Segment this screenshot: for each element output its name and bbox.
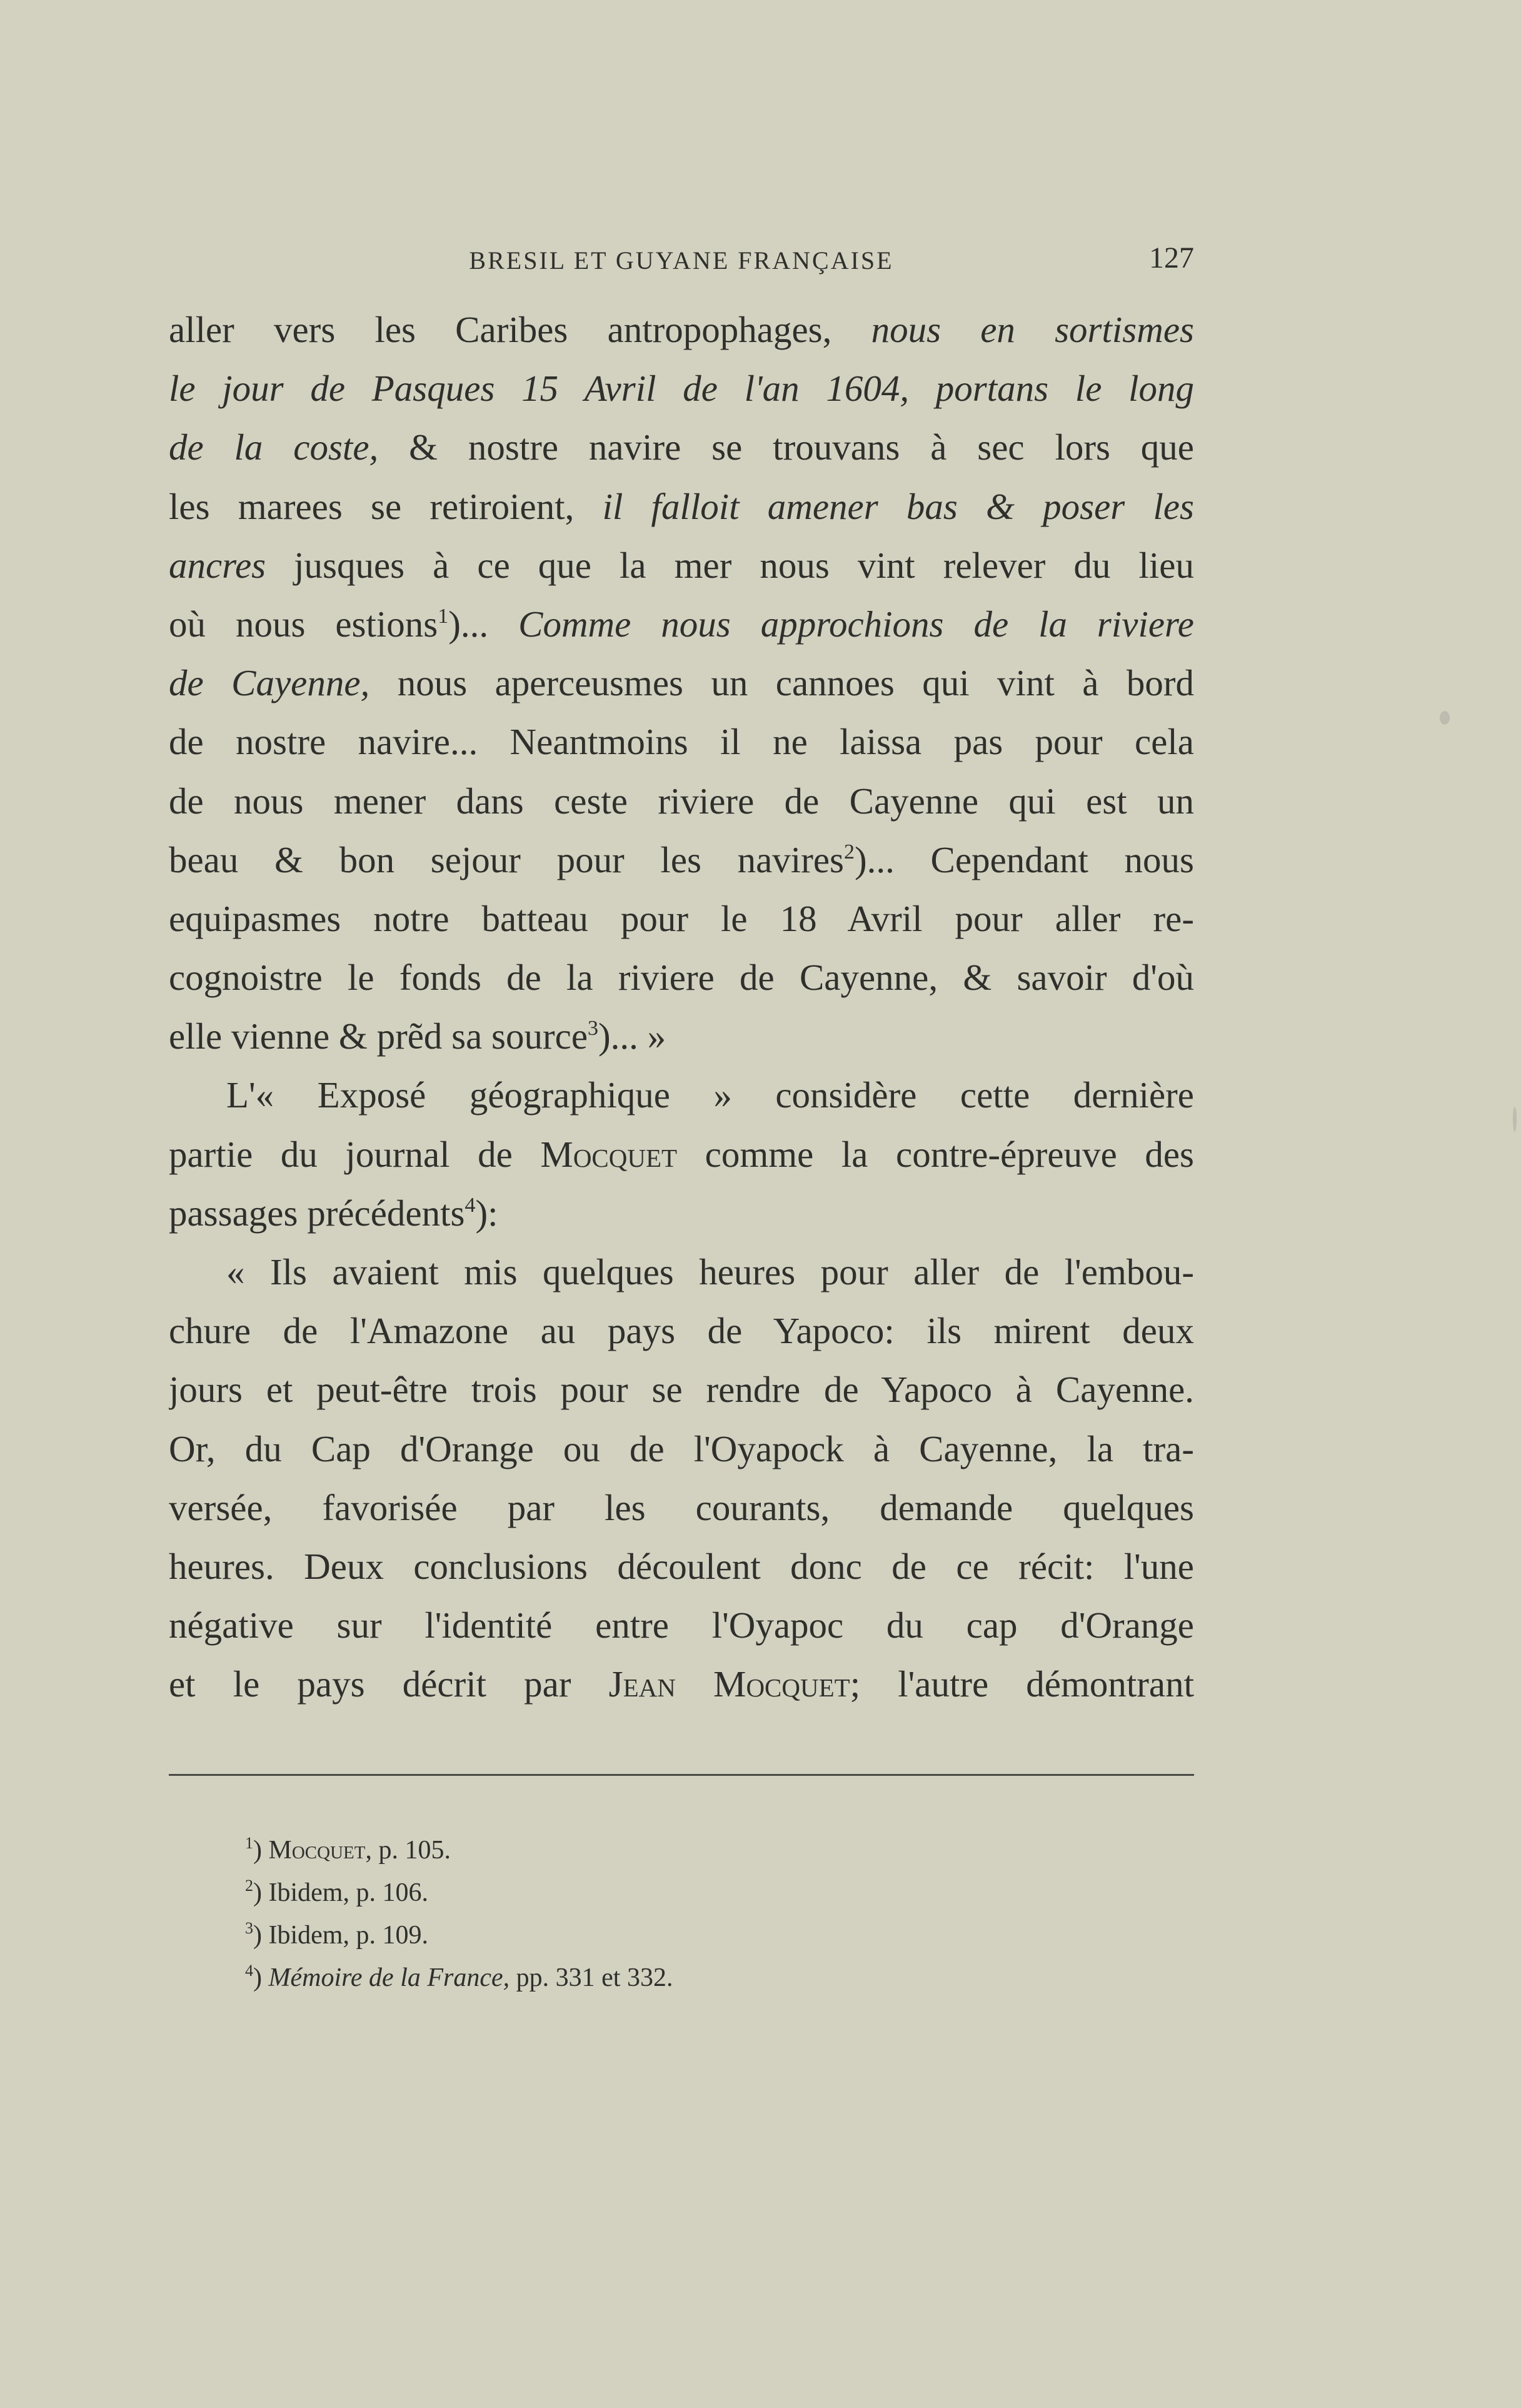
footnote-divider <box>169 1774 1194 1776</box>
body-text <box>169 300 1194 1714</box>
text-line: chure de l'Amazone au pays de Yapoco: ils mirent deux <box>169 1310 1194 1352</box>
paper-speck <box>1513 1107 1517 1132</box>
text-line: equipasmes notre batteau pour le 18 Avril pour aller re- <box>169 897 1194 939</box>
text-line: négative sur l'identité entre l'Oyapoc du cap d'Orange <box>169 1604 1194 1646</box>
footnote-ref: 3 <box>588 1017 599 1040</box>
page-number: 127 <box>1149 241 1194 275</box>
text-line: de Cayenne, nous aperceusmes un cannoes qui vint à bord <box>169 662 1194 704</box>
footnote-ref: 1 <box>438 604 449 628</box>
footnote-1: $^1$) Mocquet, p. 105. <box>245 1834 451 1865</box>
footnote-ref: 2 <box>844 840 855 864</box>
footnote-3: $^3$) Ibidem, p. 109. <box>245 1919 428 1950</box>
text-line: partie du journal de Mocquet comme la contre-épreuve des <box>169 1133 1194 1175</box>
running-title: BRESIL ET GUYANE FRANÇAISE <box>469 246 894 275</box>
text-line: aller vers les Caribes antropophages, nous en sortismes <box>169 309 1194 350</box>
text-line: de la coste, & nostre navire se trouvans à sec lors que <box>169 426 1194 468</box>
text-line: de nostre navire... Neantmoins il ne laissa pas pour cela <box>169 721 1194 763</box>
text-line: le jour de Pasques 15 Avril de l'an 1604, portans le long <box>169 368 1194 410</box>
text-line: les marees se retiroient, il falloit amener bas & poser les <box>169 485 1194 527</box>
footnotes <box>245 1829 995 1999</box>
text-line: « Ils avaient mis quelques heures pour aller de l'embou- <box>226 1251 1194 1292</box>
text-line: passages précédents$^4$): <box>169 1192 498 1234</box>
text-line: ancres jusques à ce que la mer nous vint relever du lieu <box>169 544 1194 586</box>
text-line: jours et peut-être trois pour se rendre de Yapoco à Cayenne. <box>169 1369 1194 1411</box>
paper-speck <box>1440 711 1450 725</box>
text-line: où nous estions$^1$)... Comme nous approchions de la riviere <box>169 603 1194 645</box>
text-line: elle vienne & prẽd sa source$^3$)... » <box>169 1015 666 1057</box>
text-line: cognoistre le fonds de la riviere de Cayenne, & savoir d'où <box>169 957 1194 999</box>
page-header <box>169 241 1194 278</box>
text-line: heures. Deux conclusions découlent donc de ce récit: l'une <box>169 1545 1194 1587</box>
footnote-4: $^4$) Mémoire de la France, pp. 331 et 332. <box>245 1962 673 1992</box>
text-line: beau & bon sejour pour les navires$^2$)... Cependant nous <box>169 839 1194 880</box>
footnote-2: $^2$) Ibidem, p. 106. <box>245 1877 428 1907</box>
text-line: et le pays décrit par Jean Mocquet; l'autre démontrant <box>169 1663 1194 1705</box>
text-line: L'« Exposé géographique » considère cette dernière <box>226 1074 1194 1116</box>
text-line: Or, du Cap d'Orange ou de l'Oyapock à Cayenne, la tra- <box>169 1428 1194 1469</box>
text-line: versée, favorisée par les courants, demande quelques <box>169 1486 1194 1528</box>
text-line: de nous mener dans ceste riviere de Cayenne qui est un <box>169 780 1194 822</box>
footnote-ref: 4 <box>464 1193 476 1217</box>
